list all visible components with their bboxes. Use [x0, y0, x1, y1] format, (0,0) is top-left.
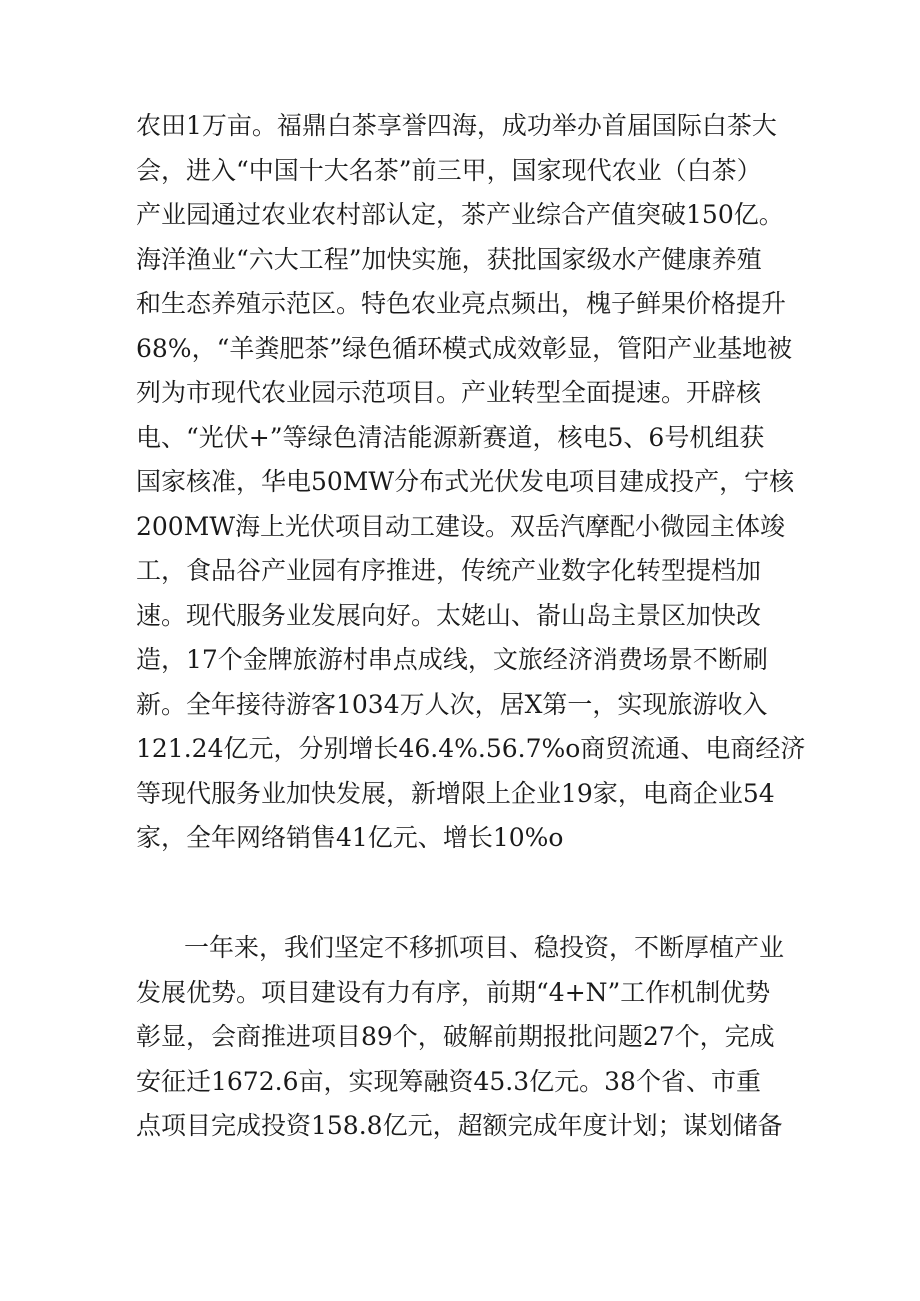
text-line: 121.24亿元，分别增长46.4%.56.7%o商贸流通、电商经济 — [136, 734, 806, 763]
text-line: 海洋渔业“六大工程”加快实施，获批国家级水产健康养殖 — [136, 244, 762, 274]
paragraph-2 — [136, 926, 796, 1149]
text-line: 发展优势。项目建设有力有序，前期“4+N”工作机制优势 — [136, 977, 771, 1007]
text-line: 家，全年网络销售41亿元、增长10%o — [136, 823, 564, 852]
text-line: 68%，“羊粪肥茶”绿色循环模式成效彰显，管阳产业基地被 — [136, 333, 793, 363]
text-line: 安征迁1672.6亩，实现筹融资45.3亿元。38个省、市重 — [136, 1066, 761, 1096]
text-line: 工，食品谷产业园有序推进，传统产业数字化转型提档加 — [136, 556, 762, 585]
paragraph-1 — [136, 104, 806, 861]
text-line: 产业园通过农业农村部认定，茶产业综合产值突破150亿。 — [136, 200, 784, 229]
text-line: 列为市现代农业园示范项目。产业转型全面提速。开辟核 — [136, 378, 762, 407]
text-line: 点项目完成投资158.8亿元，超额完成年度计划；谋划储备 — [136, 1111, 783, 1140]
text-line: 彰显，会商推进项目89个，破解前期报批问题27个，完成 — [136, 1022, 775, 1051]
text-line: 200MW海上光伏项目动工建设。双岳汽摩配小微园主体竣 — [136, 511, 786, 541]
text-line: 农田1万亩。福鼎白茶享誉四海，成功举办首届国际白茶大 — [136, 111, 777, 140]
text-line: 国家核准，华电50MW分布式光伏发电项目建成投产，宁核 — [136, 467, 795, 496]
text-line: 电、“光伏+”等绿色清洁能源新赛道，核电5、6号机组获 — [136, 422, 765, 452]
text-line: 等现代服务业加快发展，新增限上企业19家，电商企业54 — [136, 778, 775, 808]
text-line: 和生态养殖示范区。特色农业亮点频出，槐子鲜果价格提升 — [136, 289, 787, 318]
text-line: 新。全年接待游客1034万人次，居X第一，实现旅游收入 — [136, 689, 768, 719]
text-line: 速。现代服务业发展向好。太姥山、嵛山岛主景区加快改 — [136, 600, 762, 630]
text-line-first-indented: 一年来，我们坚定不移抓项目、稳投资，不断厚植产业 — [184, 933, 785, 962]
text-line: 造，17个金牌旅游村串点成线，文旅经济消费场景不断刷 — [136, 645, 768, 674]
text-line: 会，进入“中国十大名茶”前三甲，国家现代农业（白茶） — [136, 155, 762, 185]
